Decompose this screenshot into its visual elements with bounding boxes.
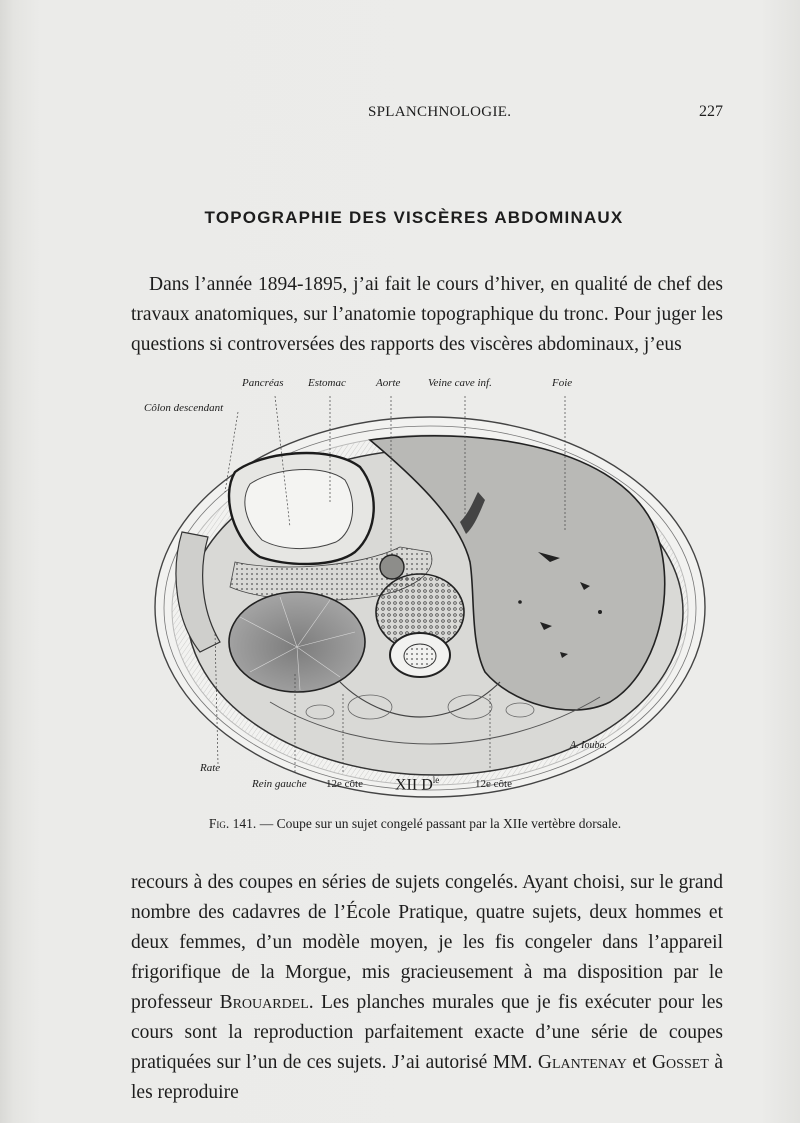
label-12-cote-left: 12e côte [326,778,363,790]
paragraph-continuation [131,868,723,1108]
para2-text-4: à les reproduire [131,1052,723,1103]
para2-text-2: . Les planches murales que je fis exécuter pour les cours sont la reproduction parfaitement exacte d’une série de coupes pratiquées sur l’un de ces sujets. J’ai autorisé MM. [131,992,723,1073]
label-aorte: Aorte [376,377,401,389]
vertebra-number: XII D [395,776,433,794]
cross-section-illustration [140,372,720,802]
figure-caption [0,816,800,832]
label-12-cote-right: 12e côte [475,778,512,790]
section-title: TOPOGRAPHIE DES VISCÈRES ABDOMINAUX [204,208,624,227]
name-gosset: Gosset [651,1052,709,1073]
figure-caption-text: — Coupe sur un sujet congelé passant par la XIIe vertèbre dorsale. [256,816,622,831]
name-glantenay: Glantenay [537,1052,627,1073]
para2-text-3: et [626,1052,652,1073]
running-head: SPLANCHNOLOGIE. [368,104,512,120]
vertebra-sup: le [432,775,440,785]
page-number: 227 [699,103,723,120]
label-estomac: Estomac [308,377,346,389]
anatomical-cross-section-figure [140,372,720,802]
paragraph-intro: Dans l’année 1894-1895, j’ai fait le cours d’hiver, en qualité de chef des travaux anatomiques, sur l’anatomie topographique du tronc. Pour juger les questions si controversées des rapports des viscères abdominaux, j’eus [131,274,723,355]
label-veine-cave: Veine cave inf. [428,377,492,389]
artist-signature: A. Iouba. [570,740,607,751]
label-colon: Côlon descendant [144,402,224,414]
name-brouardel: Brouardel [219,992,309,1013]
label-rate: Rate [200,762,221,774]
figure-number: Fig. 141. [208,816,257,831]
label-foie: Foie [552,377,573,389]
label-rein-gauche: Rein gauche [252,778,307,790]
label-vertebra [395,775,439,794]
para2-text-1: recours à des coupes en séries de sujets congelés. Ayant choisi, sur le grand nombre des cadavres de l’École Pratique, quatre sujets, deux hommes et deux femmes, d’un modèle moyen, je les fis congeler dans l’appareil frigorifique de la Morgue, mis gracieusement à ma disposition par le professeur [131,872,723,1013]
label-pancreas: Pancréas [242,377,284,389]
